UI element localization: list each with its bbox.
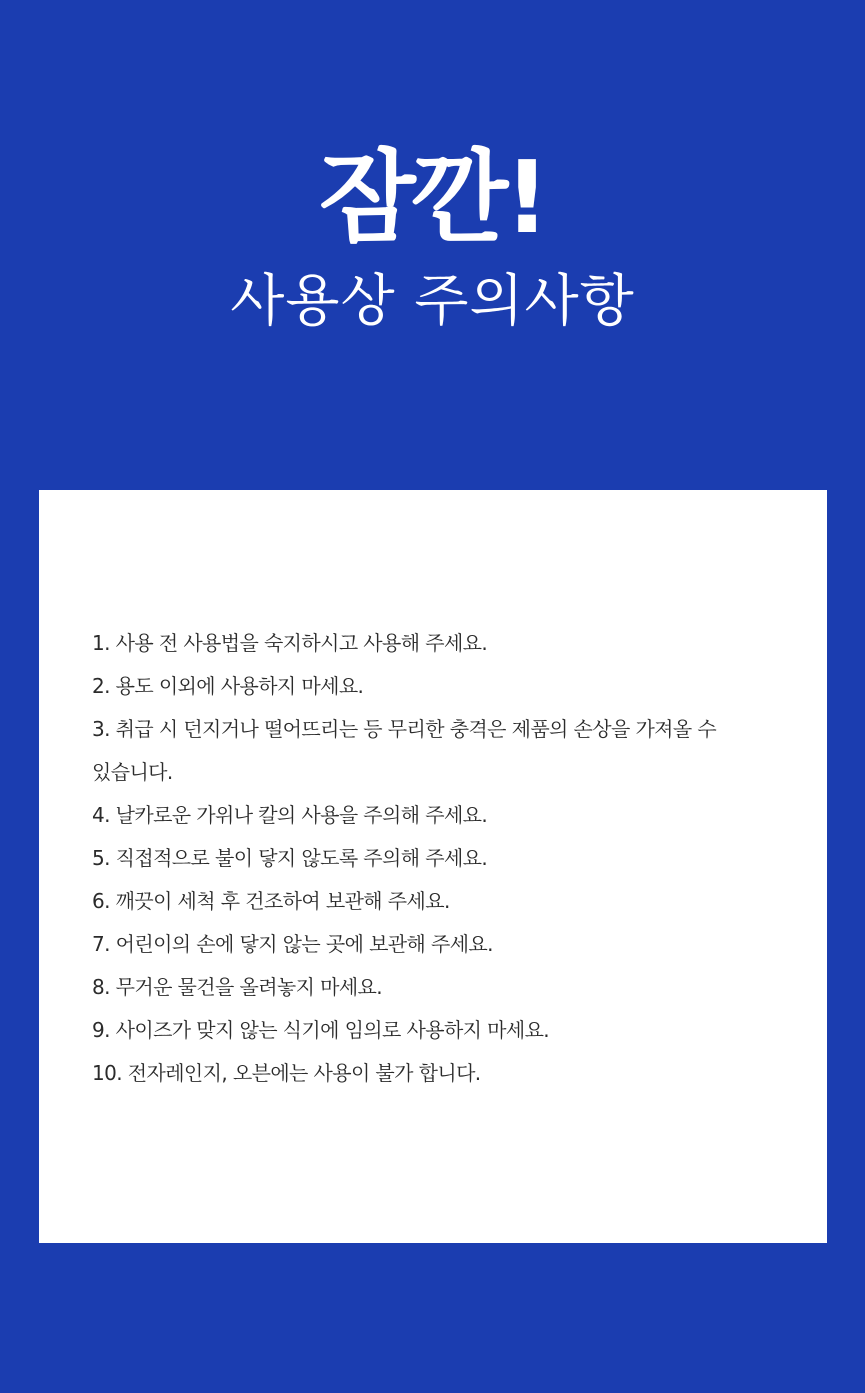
notice-item-10: 10. 전자레인지, 오븐에는 사용이 불가 합니다. [92, 1061, 481, 1085]
notice-item-2: 2. 용도 이외에 사용하지 마세요. [92, 674, 364, 698]
notice-item-4: 4. 날카로운 가위나 칼의 사용을 주의해 주세요. [92, 803, 488, 827]
notice-list [92, 622, 792, 1095]
header [0, 0, 865, 490]
notice-item-8: 8. 무거운 물건을 올려놓지 마세요. [92, 975, 383, 999]
notice-item-3: 3. 취급 시 던지거나 떨어뜨리는 등 무리한 충격은 제품의 손상을 가져올 수 있습니다. [92, 717, 717, 784]
notice-item-9: 9. 사이즈가 맞지 않는 식기에 임의로 사용하지 마세요. [92, 1018, 550, 1042]
page-subtitle: 사용상 주의사항 [230, 269, 635, 334]
notice-item-7: 7. 어린이의 손에 닿지 않는 곳에 보관해 주세요. [92, 932, 493, 956]
notice-item-6: 6. 깨끗이 세척 후 건조하여 보관해 주세요. [92, 889, 450, 913]
notice-panel [39, 490, 827, 1243]
notice-item-1: 1. 사용 전 사용법을 숙지하시고 사용해 주세요. [92, 631, 488, 655]
notice-item-5: 5. 직접적으로 불이 닿지 않도록 주의해 주세요. [92, 846, 488, 870]
page-title: 잠깐! [319, 139, 546, 256]
